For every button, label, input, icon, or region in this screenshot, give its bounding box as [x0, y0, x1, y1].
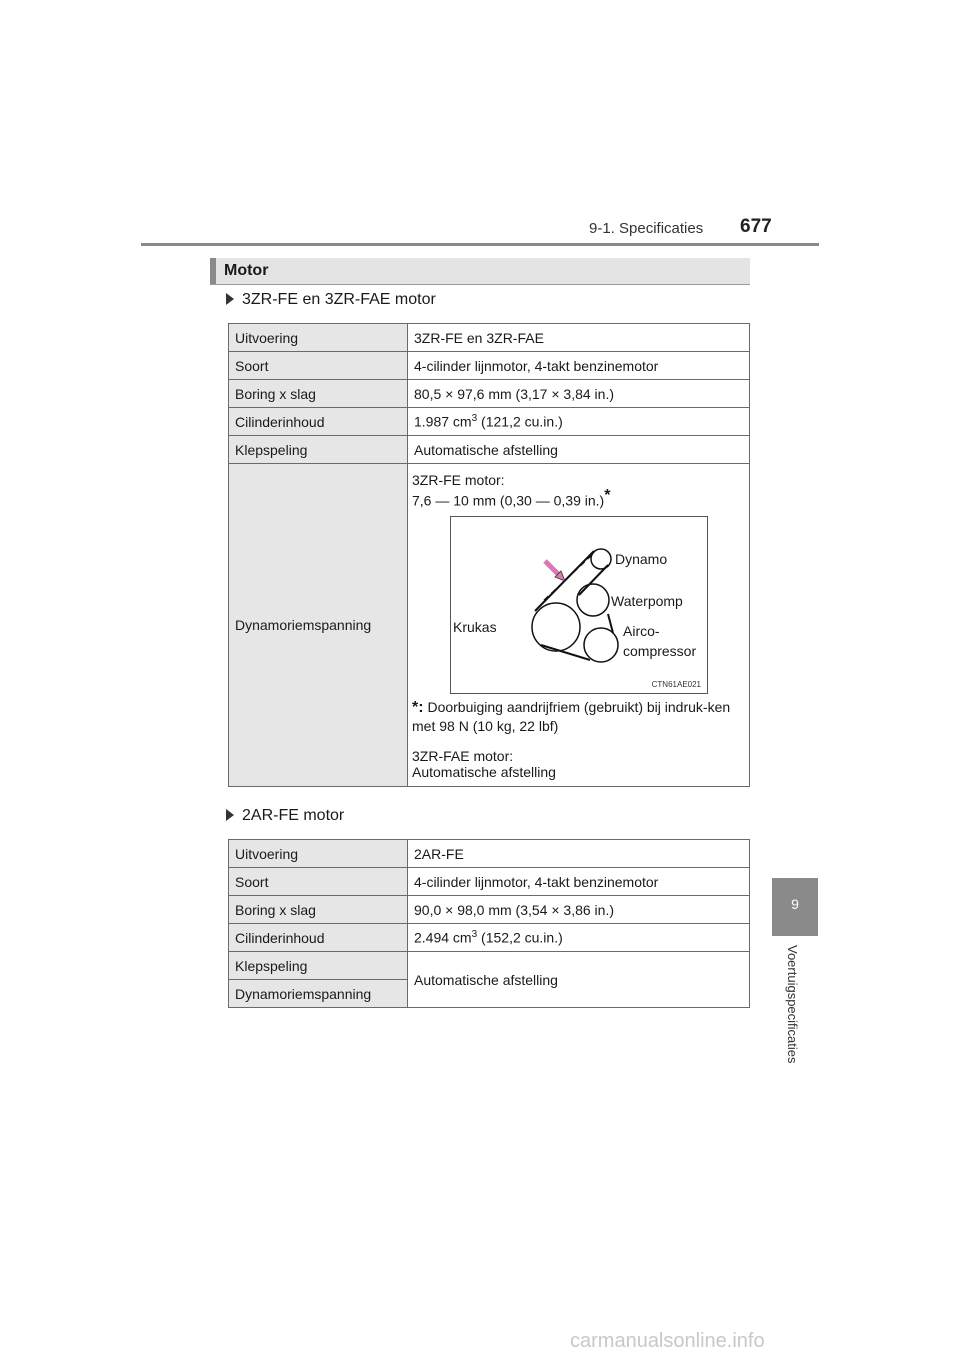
dynamo-tension-text: 7,6 — 10 mm (0,30 — 0,39 in.): [412, 492, 605, 509]
table-row: [229, 896, 750, 924]
row-label: Klepspeling: [229, 436, 408, 464]
value-text: (152,2 cu.in.): [477, 929, 563, 946]
footnote: [412, 698, 742, 735]
table-row: [229, 352, 750, 380]
row-value: 80,5 × 97,6 mm (3,17 × 3,84 in.): [408, 380, 750, 408]
table-row: [229, 324, 750, 352]
belt-diagram: [450, 516, 708, 694]
fae-line-2: Automatische afstelling: [412, 764, 556, 780]
table-row: [229, 952, 750, 980]
value-text: 2.494 cm: [414, 929, 472, 946]
engine-heading-text: 3ZR-FE en 3ZR-FAE motor: [242, 291, 436, 308]
table-row: [229, 924, 750, 952]
spec-table-3zr: [228, 323, 750, 787]
row-value: Automatische afstelling: [408, 436, 750, 464]
row-value: [408, 924, 750, 952]
row-label: Soort: [229, 352, 408, 380]
row-label: Cilinderinhoud: [229, 408, 408, 436]
value-text: (121,2 cu.in.): [477, 413, 563, 430]
section-title: Motor: [224, 262, 269, 279]
row-label: Boring x slag: [229, 896, 408, 924]
row-value: 4-cilinder lijnmotor, 4-takt benzinemotor: [408, 352, 750, 380]
label-compressor: compressor: [623, 643, 697, 659]
row-value: 2AR-FE: [408, 840, 750, 868]
label-dynamo: Dynamo: [615, 551, 668, 567]
table-row: [229, 464, 750, 787]
row-label: Uitvoering: [229, 840, 408, 868]
watermark: carmanualsonline.info: [570, 1330, 765, 1352]
chapter-tab: [772, 878, 818, 936]
label-airco: Airco-: [623, 623, 660, 639]
row-label: Klepspeling: [229, 952, 408, 980]
table-row: [229, 436, 750, 464]
header-section-title: 9-1. Specificaties: [589, 220, 704, 237]
fae-line-1: 3ZR-FAE motor:: [412, 748, 514, 764]
row-value: 3ZR-FE en 3ZR-FAE: [408, 324, 750, 352]
page-number: 677: [740, 216, 772, 237]
chapter-number: 9: [791, 896, 799, 912]
row-label: Dynamoriemspanning: [229, 980, 408, 1008]
header-divider: [141, 243, 819, 246]
label-krukas: Krukas: [453, 619, 497, 635]
row-value: 4-cilinder lijnmotor, 4-takt benzinemotor: [408, 868, 750, 896]
spec-table-2ar: [228, 839, 750, 1008]
superscript: 3: [471, 929, 478, 941]
triangle-bullet-icon: [226, 809, 234, 821]
section-title-bar: [210, 258, 750, 285]
engine-heading-3zr: [226, 291, 436, 309]
dynamo-line-1: 3ZR-FE motor:: [412, 472, 505, 488]
section-accent: [210, 258, 216, 284]
dynamo-value-cell: [408, 464, 750, 787]
table-row: [229, 380, 750, 408]
label-waterpomp: Waterpomp: [611, 593, 683, 609]
dynamo-line-2: [412, 488, 610, 509]
value-text: 1.987 cm: [414, 413, 472, 430]
diagram-code: CTN61AE021: [651, 680, 701, 689]
chapter-title-vertical: Voertuigspecificaties: [785, 945, 800, 1064]
row-label: Soort: [229, 868, 408, 896]
footnote-mark: *:: [412, 699, 424, 716]
table-row: [229, 840, 750, 868]
row-value-merged: Automatische afstelling: [408, 952, 750, 1008]
row-label: Cilinderinhoud: [229, 924, 408, 952]
engine-heading-2ar: [226, 807, 344, 825]
asterisk-mark: *: [604, 487, 611, 504]
row-label: Boring x slag: [229, 380, 408, 408]
row-label: Uitvoering: [229, 324, 408, 352]
table-row: [229, 868, 750, 896]
triangle-bullet-icon: [226, 293, 234, 305]
table-row: [229, 408, 750, 436]
footnote-text: Doorbuiging aandrijfriem (gebruikt) bij indruk-ken met 98 N (10 kg, 22 lbf): [412, 699, 731, 734]
row-value: 90,0 × 98,0 mm (3,54 × 3,86 in.): [408, 896, 750, 924]
row-value: [408, 408, 750, 436]
engine-heading-text: 2AR-FE motor: [242, 807, 345, 824]
superscript: 3: [471, 413, 478, 425]
row-label: Dynamoriemspanning: [229, 464, 408, 787]
